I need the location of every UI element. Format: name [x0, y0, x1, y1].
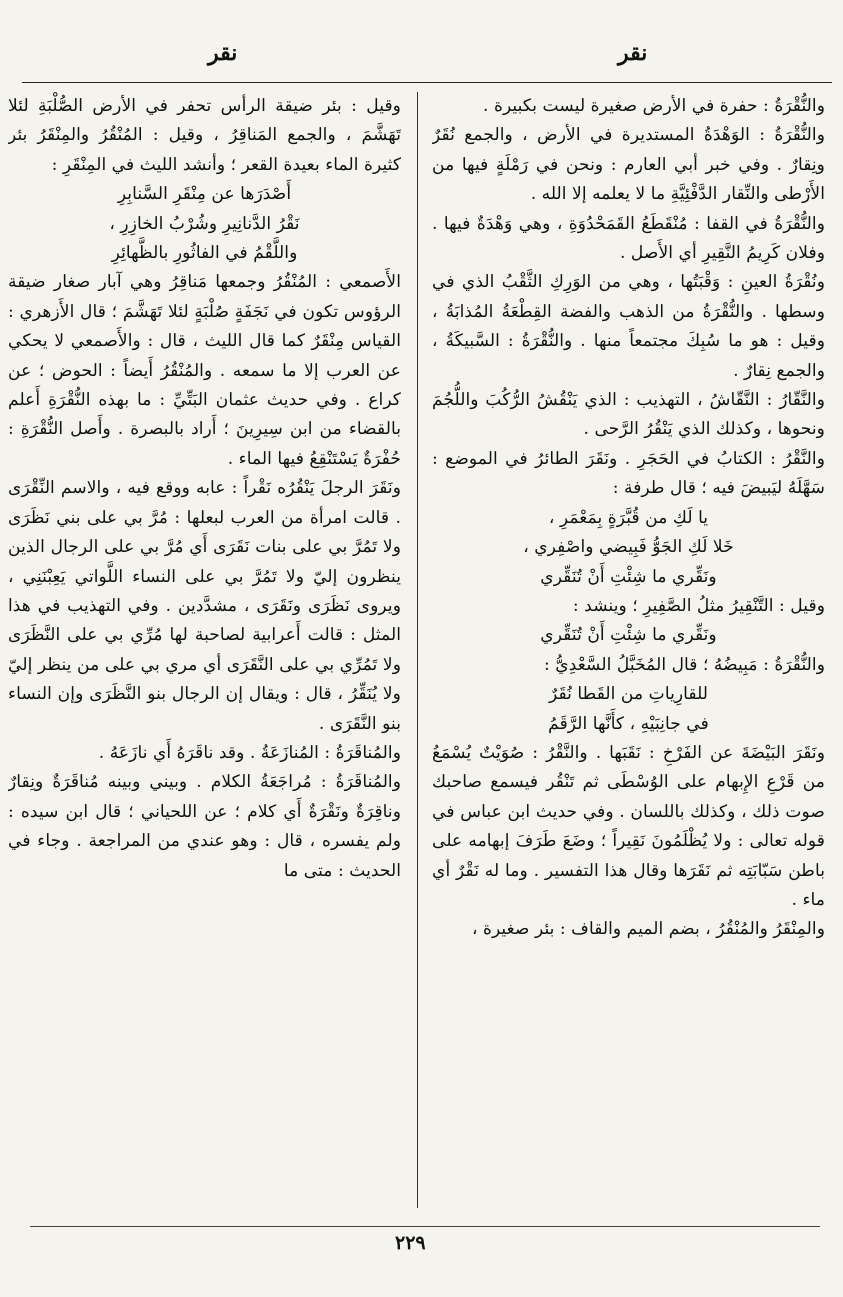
entry-paragraph: والنُّقْرَةُ في القفا : مُنْقَطَعُ القَمَحْدُوَةِ ، وهي وَهْدَةٌ فيها . وفلان كَرِيمُ النَّقِيرِ أي الأَصل .	[432, 213, 825, 264]
verse-line: ونَقِّري ما شِئْتِ أَنْ تُنَقِّري	[540, 566, 717, 587]
entry-paragraph: الأَصمعي : المُنْقُرُ وجمعها مَناقِرُ وهي آبار صغار ضيقة الرؤوس تكون في نَجَفَةٍ صُلْبَةٍ لئلا تَهَشَّمَ ؛ قال الأَزهري : القياس مِنْقَرٌ كما قال الليث ، قال : والأَصمعي لا يحكي عن العرب إلا ما سمعه . والمُنْقُرُ أَيضاً : الحوض ؛ عن كراع . وفي حديث عثمان البَتِّيِّ : ما بهذه النُّقْرَةِ أَعلم بالقضاء من ابن سِيرِينَ ؛ أَراد بالبصرة . وأَصل النُّقْرَةِ : حُفْرَةٌ يَسْتَنْقِعُ فيها الماء .	[8, 272, 401, 469]
footer-rule	[30, 1226, 820, 1227]
verse-line: نَقْرُ الدَّنانِيرِ وشُرْبُ الخازِرِ ،	[109, 213, 300, 234]
verse-line: للقارِياتِ من القَطا نُقَرٌ	[548, 684, 709, 705]
entry-paragraph: وقيل : التَّنْقِيرُ مثلُ الصَّفِيرِ ؛ وينشد :	[572, 595, 825, 616]
verse-line: خَلا لَكِ الجَوُّ فَبِيضي واصْفِري ،	[523, 537, 734, 558]
entry-paragraph: ونُقْرَةُ العينِ : وَقْبَتُها ، وهي من الوَرِكِ الثَّقْبُ الذي في وسطها . والنُّقْرَةُ من الذهب والفضة القِطْعَةُ المُذابَةُ ، وقيل : هو ما سُبِكَ مجتمعاً منها . والنُّقْرَةُ : السَّبيكَةُ ، والجمع نِقارٌ .	[432, 272, 825, 381]
entry-paragraph: والنُّقْرَةُ : حفرة في الأرض صغيرة ليست بكبيرة .	[483, 96, 825, 116]
verse-line: أَصْدَرَها عن مِنْقَرِ السَّنابِرِ	[117, 184, 292, 205]
entry-paragraph: والمِنْقَرُ والمُنْقُرُ ، بضم الميم والقاف : بئر صغيرة ،	[471, 919, 825, 940]
entry-paragraph: والنَّقّارُ : النَّقّاشُ ، التهذيب : الذي يَنْقُشُ الرُّكُبَ واللُّجُمَ ونحوها ، وكذلك الذي يَنْقُرُ الرَّحى .	[432, 390, 825, 440]
right-column	[432, 92, 825, 1210]
page-number: ٢٢٩	[395, 1232, 426, 1254]
verse-line: يا لَكِ من قُبَّرَةٍ بِمَعْمَرِ ،	[548, 507, 709, 528]
entry-paragraph: والنُّقْرَةُ : مَبِيضُهُ ؛ قال المُخَبَّلُ السَّعْدِيُّ :	[544, 654, 825, 675]
entry-paragraph: ونَقَرَ الرجلَ يَنْقُرُه نَقْراً : عابه ووقع فيه ، والاسم النِّقْرَى . قالت امرأة من العرب لبعلها : مُرَّ بي على بني نَظَرَى ولا تَمُرَّ بي على بنات نَقَرَى أَي مُرَّ بي على الرجال الذين ينظرون إليّ ولا تَمُرَّ بي على النساء اللَّواتي يَعِبْنَنِي ، ويروى نَظَرَى ونَقَرَى ، مشدَّدين . وفي التهذيب في هذا المثل : قالت أَعرابية لصاحبة لها مُرِّي بي على النَّظَرَى ولا تَمُرِّي بي على النَّقَرَى أي مري بي على من ينظر إليّ ولا يُنَقِّرُ ، قال : ويقال إن الرجال بنو النَّظَرَى وإن النساء بنو النَّقَرَى .	[8, 478, 401, 734]
column-divider	[417, 92, 418, 1208]
entry-paragraph: والنَّقْرُ : الكتابُ في الحَجَرِ . ونَقَرَ الطائرُ في الموضع : سَهَّلَهُ ليَبيضَ فيه ؛ قال طرفة :	[432, 448, 825, 499]
verse-line: في جانِبَيْهِ ، كأَنَّها الرَّقَمُ	[548, 713, 709, 734]
page-header	[0, 40, 843, 80]
header-rule	[22, 82, 832, 83]
verse-line: ونَقِّري ما شِئْتِ أَنْ تُنَقِّري	[540, 625, 717, 646]
entry-paragraph: والمُناقَرَةُ : مُراجَعَةُ الكلام . وبيني وبينه مُناقَرَةٌ ونِقارٌ وناقِرَةٌ ونَقْرَةٌ أَي كلام ؛ عن اللحياني ؛ قال ابن سيده : ولم يفسره ، قال : وهو عندي من المراجعة . وجاء في الحديث : متى ما	[8, 772, 401, 881]
entry-paragraph: والمُناقَرَةُ : المُنازَعَةُ . وقد ناقَرَهُ أَي نازَعَهُ .	[98, 742, 401, 763]
entry-paragraph: وقيل : بئر ضيقة الرأس تحفر في الأرض الصُّلْبَةِ لئلا تَهَشَّمَ ، والجمع المَناقِرُ ، وقيل : المُنْقُرُ والمِنْقَرُ بئر كثيرة الماء بعيدة القعر ؛ وأنشد الليث في المِنْقَرِ :	[8, 96, 401, 175]
left-column	[8, 92, 401, 1210]
verse-line: واللَّقْمُ في الفاثُورِ بالظَّهائِرِ	[111, 243, 298, 264]
header-entry-word-left: نقر	[208, 40, 238, 66]
entry-paragraph: والنُّقْرَةُ : الوَهْدَةُ المستديرة في الأرض ، والجمع نُقَرٌ ونِقارٌ . وفي خبر أبي العارم : ونحن في رَمْلَةٍ فيها من الأَرْطى والنِّقار الدَّفْئِيَّةِ ما لا يعلمه إلا الله .	[432, 125, 825, 205]
header-entry-word-right: نقر	[618, 40, 648, 66]
entry-paragraph: ونَقَرَ البَيْضَةَ عن الفَرْخِ : نَقَبَها . والنَّقْرُ : صُوَيْتٌ يُسْمَعُ من قَرْعِ الإِبهام على الوُسْطَى ثم تَنْقُر فيسمع صاحبك صوت ذلك ، وكذلك باللسان . وفي حديث ابن عباس في قوله تعالى : ولا يُظْلَمُونَ نَقِيراً ؛ وضَعَ طَرَفَ إبهامه على باطن سَبّابَتِه ثم نَقَرَها وقال هذا التفسير . وما له نَقْرٌ أي ماء .	[432, 742, 825, 910]
